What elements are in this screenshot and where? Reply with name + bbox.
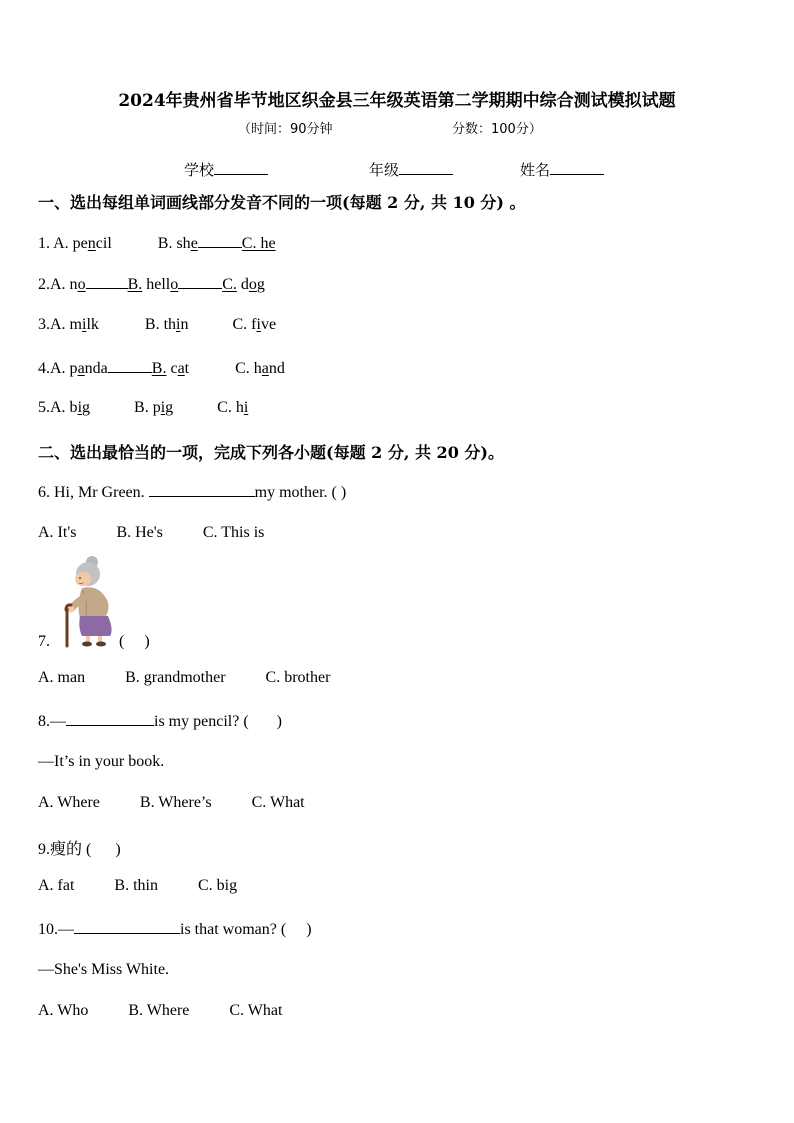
q5-option-a-rest: g: [82, 399, 91, 416]
q2-option-b-underline: o: [170, 276, 179, 293]
q5-option-c-underline: i: [243, 399, 249, 416]
grade-field: [369, 159, 453, 180]
q3-option-c: C. f: [232, 316, 257, 333]
q8-blank[interactable]: [66, 711, 154, 726]
q2-option-c-underline: o: [248, 276, 257, 293]
q4-option-c: C. h: [235, 360, 262, 377]
q4-option-a-rest: nda: [84, 360, 108, 377]
q5-option-a-underline: i: [77, 399, 83, 416]
q1-option-b-underline: e: [190, 235, 198, 252]
question-9: 9.瘦的 ( ): [38, 841, 121, 858]
q4-option-c-rest: nd: [268, 360, 285, 377]
q10-stem-end: is that woman? ( ): [180, 921, 312, 938]
q6-blank[interactable]: [149, 482, 255, 497]
question-1: [38, 233, 276, 253]
exam-score: 分数：100分）: [452, 122, 542, 137]
q8-stem-start: 8.—: [38, 713, 66, 730]
q3-option-a-rest: lk: [86, 316, 99, 333]
q4-option-a: A. p: [50, 360, 78, 377]
school-field: [184, 159, 268, 180]
school-label: 学校: [184, 161, 215, 179]
q1-option-c: C. h: [241, 235, 269, 252]
q1-option-a: A. pe: [53, 235, 88, 252]
question-6: [38, 482, 346, 502]
q10-options: A. Who B. Where C. What: [38, 1002, 283, 1019]
q7-number: 7.: [38, 633, 50, 650]
q6-stem-start: 6. Hi, Mr Green.: [38, 484, 149, 501]
q2-option-c-rest: g: [256, 276, 265, 293]
q5-option-b-underline: i: [160, 399, 166, 416]
q4-option-c-underline: a: [261, 360, 269, 377]
question-4: [38, 358, 285, 378]
question-5: [38, 399, 248, 417]
page-title: 2024年贵州省毕节地区织金县三年级英语第二学期期中综合测试模拟试题: [118, 91, 676, 111]
q5-number: 5.: [38, 399, 50, 416]
q3-option-c-rest: ve: [260, 316, 277, 333]
q2-number: 2.: [38, 276, 50, 293]
name-label: 姓名: [520, 161, 551, 179]
q10-answer: —She's Miss White.: [38, 961, 170, 978]
q4-option-b-rest: t: [184, 360, 190, 377]
q4-option-b-underline: a: [177, 360, 185, 377]
q4-number: 4.: [38, 360, 50, 377]
q3-option-a-underline: i: [82, 316, 87, 333]
q7-answer-paren: ( ): [119, 633, 150, 650]
name-field: [520, 159, 604, 180]
q1-number: 1.: [38, 235, 54, 252]
q2-option-b: B.: [127, 276, 143, 293]
q1-option-c-underline: e: [268, 235, 276, 252]
q10-blank[interactable]: [74, 919, 180, 934]
question-2: [38, 274, 265, 294]
q2-option-a-underline: o: [77, 276, 86, 293]
grade-label: 年级: [369, 161, 400, 179]
q1-option-a-underline: n: [87, 235, 96, 252]
q4-option-b: B.: [151, 360, 167, 377]
question-10: [38, 919, 312, 939]
q2-option-b-word: hell: [142, 276, 171, 293]
q2-option-c-word: d: [236, 276, 249, 293]
q1-option-b: B. sh: [157, 235, 191, 252]
q10-stem-start: 10.—: [38, 921, 74, 938]
question-7: [38, 633, 150, 651]
q9-options: A. fat B. thin C. big: [38, 877, 238, 894]
question-8: [38, 711, 282, 731]
q7-options: A. man B. grandmother C. brother: [38, 669, 331, 686]
q8-stem-end: is my pencil? ( ): [154, 713, 282, 730]
q5-option-b: B. p: [134, 399, 161, 416]
name-blank[interactable]: [550, 160, 604, 175]
q2-option-a: A. n: [50, 276, 78, 293]
exam-time: （时间：90分钟: [238, 122, 333, 137]
q5-option-c: C. h: [217, 399, 244, 416]
q4-option-b-word: c: [166, 360, 178, 377]
section1-heading: 一、选出每组单词画线部分发音不同的一项(每题 2 分, 共 10 分) 。: [38, 193, 526, 212]
q3-number: 3.: [38, 316, 50, 333]
q5-option-b-rest: g: [165, 399, 174, 416]
section2-heading: 二、选出最恰当的一项，完成下列各小题(每题 2 分, 共 20 分)。: [38, 443, 504, 462]
question-3: [38, 316, 276, 334]
q6-stem-end: my mother. ( ): [254, 484, 347, 501]
q3-option-b: B. th: [144, 316, 177, 333]
q2-option-c: C.: [222, 276, 237, 293]
school-blank[interactable]: [214, 160, 268, 175]
q4-option-a-underline: a: [77, 360, 85, 377]
q8-options: A. Where B. Where’s C. What: [38, 794, 305, 811]
q5-option-a: A. b: [50, 399, 78, 416]
grade-blank[interactable]: [399, 160, 453, 175]
q3-option-a: A. m: [50, 316, 82, 333]
q1-option-a-rest: cil: [95, 235, 112, 252]
q6-options: A. It's B. He's C. This is: [38, 524, 265, 541]
q8-answer: —It’s in your book.: [38, 753, 165, 770]
q3-option-c-underline: i: [256, 316, 261, 333]
q3-option-b-rest: n: [180, 316, 189, 333]
q3-option-b-underline: i: [176, 316, 181, 333]
